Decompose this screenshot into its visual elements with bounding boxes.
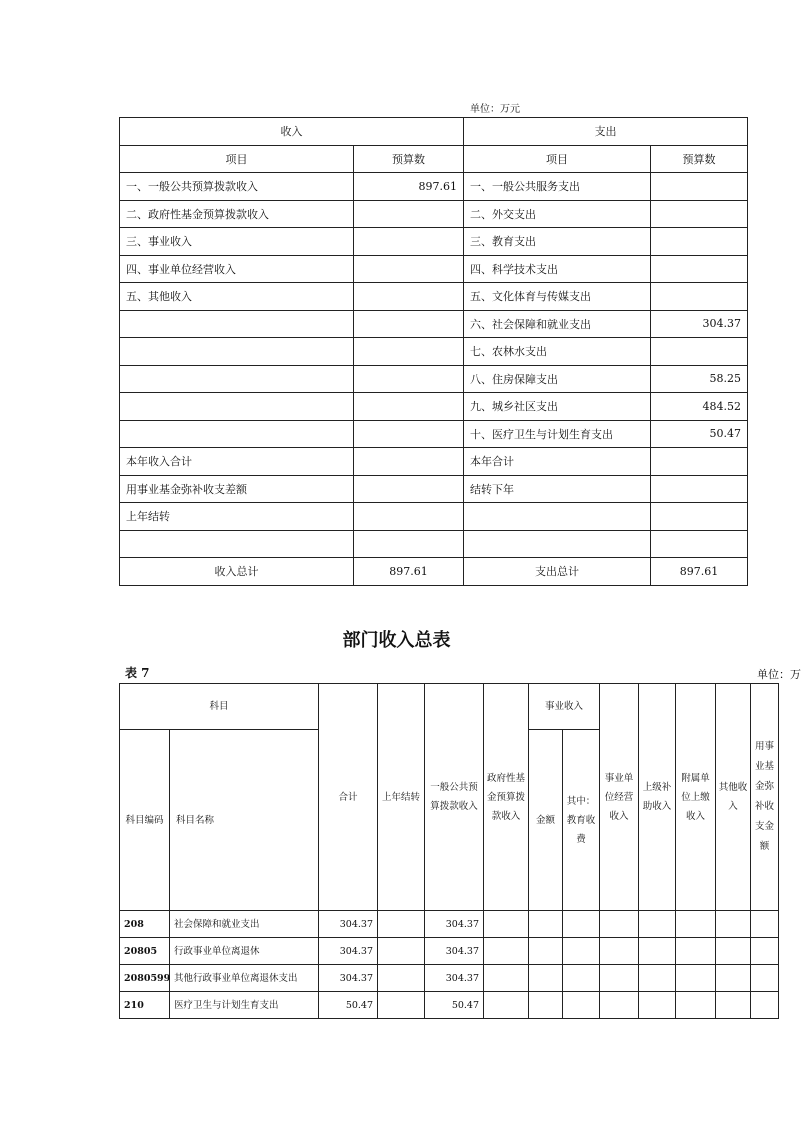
- total-header: 合计: [319, 684, 378, 911]
- expense-item-cell: 三、教育支出: [464, 228, 651, 256]
- income-item-cell: 三、事业收入: [120, 228, 354, 256]
- expense-item-cell: 结转下年: [464, 475, 651, 503]
- empty-cell: [716, 965, 751, 992]
- expense-value-cell: [651, 475, 748, 503]
- empty-cell: [563, 965, 600, 992]
- general-budget-cell: 304.37: [425, 911, 484, 938]
- expense-item-cell: 十、医疗卫生与计划生育支出: [464, 420, 651, 448]
- expense-total-label: 支出总计: [464, 558, 651, 586]
- income-value-cell: [354, 228, 464, 256]
- income-value-cell: [354, 310, 464, 338]
- total-cell: 304.37: [319, 911, 378, 938]
- expense-budget-header: 预算数: [651, 145, 748, 173]
- income-item-cell: 二、政府性基金预算拨款收入: [120, 200, 354, 228]
- income-item-cell: [120, 338, 354, 366]
- empty-cell: [676, 965, 716, 992]
- prev-carry-cell: [378, 965, 425, 992]
- affiliated-payment-header: 附属单位上缴收入: [676, 684, 716, 911]
- empty-cell: [563, 992, 600, 1019]
- income-item-cell: [120, 365, 354, 393]
- income-item-cell: 上年结转: [120, 503, 354, 531]
- expense-value-cell: 484.52: [651, 393, 748, 421]
- income-value-cell: [354, 448, 464, 476]
- income-item-cell: [120, 530, 354, 558]
- empty-cell: [676, 938, 716, 965]
- expense-value-cell: [651, 228, 748, 256]
- empty-cell: [529, 911, 563, 938]
- general-budget-cell: 304.37: [425, 965, 484, 992]
- table-header-row: [120, 118, 748, 146]
- table-row: [120, 965, 779, 992]
- empty-cell: [716, 938, 751, 965]
- income-total-label: 收入总计: [120, 558, 354, 586]
- total-cell: 304.37: [319, 938, 378, 965]
- income-value-cell: [354, 420, 464, 448]
- code-header: 科目编码: [120, 730, 170, 911]
- income-item-cell: [120, 420, 354, 448]
- empty-cell: [676, 911, 716, 938]
- table-row: [120, 173, 748, 201]
- income-item-cell: [120, 310, 354, 338]
- table-row: [120, 283, 748, 311]
- expense-item-cell: 一、一般公共服务支出: [464, 173, 651, 201]
- expense-item-cell: 五、文化体育与传媒支出: [464, 283, 651, 311]
- expense-item-header: 项目: [464, 145, 651, 173]
- code-cell: 210: [120, 992, 170, 1019]
- expense-value-cell: [651, 255, 748, 283]
- empty-cell: [484, 938, 529, 965]
- name-cell: 行政事业单位离退休: [170, 938, 319, 965]
- income-budget-header: 预算数: [354, 145, 464, 173]
- total-cell: 50.47: [319, 992, 378, 1019]
- expense-value-cell: 50.47: [651, 420, 748, 448]
- name-cell: 医疗卫生与计划生育支出: [170, 992, 319, 1019]
- unit-label: 单位：万元: [470, 104, 520, 115]
- income-value-cell: [354, 283, 464, 311]
- income-item-cell: 一、一般公共预算拨款收入: [120, 173, 354, 201]
- table-row: [120, 938, 779, 965]
- expense-value-cell: [651, 338, 748, 366]
- expense-value-cell: [651, 200, 748, 228]
- table-row: [120, 393, 748, 421]
- expense-item-cell: [464, 503, 651, 531]
- total-row: [120, 558, 748, 586]
- general-budget-header: 一般公共预算拨款收入: [425, 684, 484, 911]
- income-value-cell: [354, 338, 464, 366]
- income-value-cell: [354, 393, 464, 421]
- empty-cell: [600, 965, 639, 992]
- empty-cell: [676, 992, 716, 1019]
- expense-item-cell: [464, 530, 651, 558]
- career-income-header: 事业收入: [529, 684, 600, 730]
- prev-carry-cell: [378, 911, 425, 938]
- expense-item-cell: 七、农林水支出: [464, 338, 651, 366]
- expense-item-cell: 二、外交支出: [464, 200, 651, 228]
- expense-value-cell: 304.37: [651, 310, 748, 338]
- empty-cell: [639, 938, 676, 965]
- income-value-cell: [354, 255, 464, 283]
- empty-cell: [751, 992, 779, 1019]
- other-income-header: 其他收入: [716, 684, 751, 911]
- income-header: 收入: [120, 118, 464, 146]
- income-value-cell: [354, 530, 464, 558]
- income-value-cell: [354, 365, 464, 393]
- name-cell: 社会保障和就业支出: [170, 911, 319, 938]
- income-item-cell: 五、其他收入: [120, 283, 354, 311]
- career-fund-header: 用事业基金弥补收支金额: [751, 684, 779, 911]
- table-row: [120, 365, 748, 393]
- table-row: [120, 310, 748, 338]
- biz-operation-header: 事业单位经营收入: [600, 684, 639, 911]
- table-row: [120, 992, 779, 1019]
- empty-cell: [484, 911, 529, 938]
- empty-cell: [600, 938, 639, 965]
- unit-label-2: 单位：万: [757, 668, 801, 681]
- header-row-1: [120, 684, 779, 730]
- expense-item-cell: 九、城乡社区支出: [464, 393, 651, 421]
- expense-value-cell: [651, 283, 748, 311]
- superior-subsidy-header: 上级补助收入: [639, 684, 676, 911]
- income-value-cell: [354, 200, 464, 228]
- empty-cell: [529, 992, 563, 1019]
- table-row: [120, 911, 779, 938]
- income-value-cell: 897.61: [354, 173, 464, 201]
- expense-item-cell: 八、住房保障支出: [464, 365, 651, 393]
- empty-cell: [529, 965, 563, 992]
- income-item-cell: 本年收入合计: [120, 448, 354, 476]
- subject-header: 科目: [120, 684, 319, 730]
- table-row: [120, 420, 748, 448]
- prev-carry-header: 上年结转: [378, 684, 425, 911]
- income-item-cell: 四、事业单位经营收入: [120, 255, 354, 283]
- empty-cell: [563, 911, 600, 938]
- empty-cell: [639, 911, 676, 938]
- empty-cell: [484, 965, 529, 992]
- prev-carry-cell: [378, 938, 425, 965]
- general-budget-cell: 50.47: [425, 992, 484, 1019]
- empty-cell: [600, 992, 639, 1019]
- table-row: [120, 200, 748, 228]
- table-row: [120, 530, 748, 558]
- table-row: [120, 338, 748, 366]
- income-total-table: [119, 683, 779, 1019]
- empty-cell: [751, 965, 779, 992]
- name-header: 科目名称: [170, 730, 319, 911]
- expense-item-cell: 本年合计: [464, 448, 651, 476]
- edu-fee-header: 其中：教育收费: [563, 730, 600, 911]
- name-cell: 其他行政事业单位离退休支出: [170, 965, 319, 992]
- amount-header: 金额: [529, 730, 563, 911]
- expense-value-cell: 58.25: [651, 365, 748, 393]
- code-cell: 2080599: [120, 965, 170, 992]
- empty-cell: [716, 992, 751, 1019]
- page-title: 部门收入总表: [342, 630, 451, 651]
- expense-value-cell: [651, 503, 748, 531]
- expense-value-cell: [651, 530, 748, 558]
- code-cell: 20805: [120, 938, 170, 965]
- empty-cell: [484, 992, 529, 1019]
- table-row: [120, 503, 748, 531]
- expense-value-cell: [651, 173, 748, 201]
- empty-cell: [639, 992, 676, 1019]
- empty-cell: [716, 911, 751, 938]
- empty-cell: [600, 911, 639, 938]
- general-budget-cell: 304.37: [425, 938, 484, 965]
- prev-carry-cell: [378, 992, 425, 1019]
- gov-fund-header: 政府性基金预算拨款收入: [484, 684, 529, 911]
- income-value-cell: [354, 503, 464, 531]
- income-item-cell: [120, 393, 354, 421]
- income-item-header: 项目: [120, 145, 354, 173]
- expense-header: 支出: [464, 118, 748, 146]
- budget-summary-table: [119, 117, 748, 586]
- empty-cell: [751, 938, 779, 965]
- empty-cell: [751, 911, 779, 938]
- income-value-cell: [354, 475, 464, 503]
- table-row: [120, 448, 748, 476]
- income-total-value: 897.61: [354, 558, 464, 586]
- code-cell: 208: [120, 911, 170, 938]
- table-subheader-row: [120, 145, 748, 173]
- empty-cell: [563, 938, 600, 965]
- table-tag: 表 7: [125, 666, 150, 680]
- empty-cell: [529, 938, 563, 965]
- expense-item-cell: 四、科学技术支出: [464, 255, 651, 283]
- total-cell: 304.37: [319, 965, 378, 992]
- table-row: [120, 228, 748, 256]
- expense-total-value: 897.61: [651, 558, 748, 586]
- table-row: [120, 475, 748, 503]
- empty-cell: [639, 965, 676, 992]
- expense-value-cell: [651, 448, 748, 476]
- expense-item-cell: 六、社会保障和就业支出: [464, 310, 651, 338]
- table-row: [120, 255, 748, 283]
- income-item-cell: 用事业基金弥补收支差额: [120, 475, 354, 503]
